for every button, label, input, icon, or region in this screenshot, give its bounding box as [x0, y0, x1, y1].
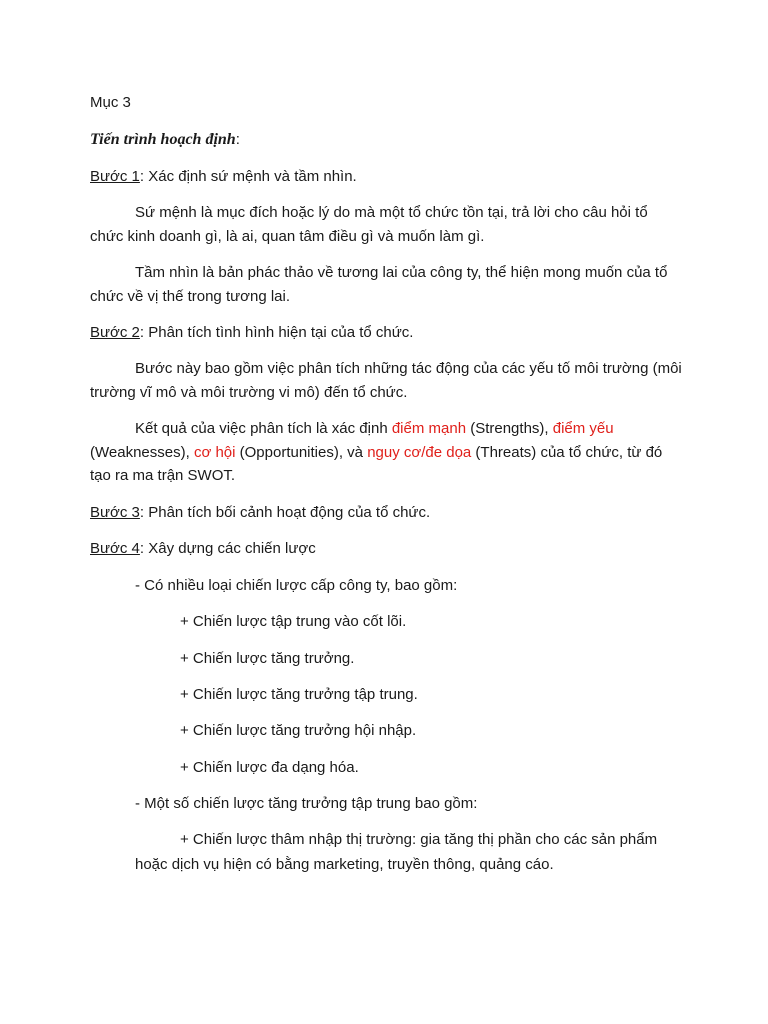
step4-label: Bước 4 — [90, 540, 140, 557]
strategy-list-item: + Chiến lược tăng trưởng. — [180, 650, 355, 667]
swot-strengths: điểm mạnh — [391, 420, 467, 437]
swot-opportunities: cơ hội — [193, 444, 236, 461]
step2-paragraph2-line2 — [90, 443, 662, 463]
swot-threats: nguy cơ/đe dọa — [367, 444, 472, 461]
step1-text: : Xác định sứ mệnh và tầm nhìn. — [139, 168, 357, 185]
step1-paragraph2-line1: Tầm nhìn là bản phác thảo về tương lai của công ty, thể hiện mong muốn của tổ — [135, 264, 668, 281]
step2-heading — [90, 323, 413, 343]
strategy-list-item: + Chiến lược tăng trưởng tập trung. — [180, 686, 418, 703]
step2-paragraph1-line2: trường vĩ mô và môi trường vi mô) đến tổ chức. — [90, 384, 408, 401]
step2-paragraph2-line3: tạo ra ma trận SWOT. — [90, 467, 236, 484]
step4-text: : Xây dựng các chiến lược — [139, 540, 316, 557]
strategy-list1-intro: - Có nhiều loại chiến lược cấp công ty, bao gồm: — [135, 577, 458, 594]
strategy-list-item: + Chiến lược đa dạng hóa. — [180, 759, 359, 776]
step2-text: : Phân tích tình hình hiện tại của tổ chức. — [139, 324, 414, 341]
swot-text-e: (Threats) của tổ chức, từ đó — [471, 444, 663, 461]
step2-paragraph2-line1 — [135, 419, 614, 439]
swot-weaknesses: điểm yếu — [552, 420, 614, 437]
step1-label: Bước 1 — [90, 168, 140, 185]
title-text: Tiến trình hoạch định — [90, 131, 236, 148]
step2-label: Bước 2 — [90, 324, 140, 341]
strategy-list2-item-line1: + Chiến lược thâm nhập thị trường: gia tăng thị phần cho các sản phẩm — [180, 831, 658, 848]
step3-heading — [90, 503, 430, 523]
strategy-list2-item-line2: hoặc dịch vụ hiện có bằng marketing, truyền thông, quảng cáo. — [135, 856, 554, 873]
swot-text-c: (Weaknesses), — [90, 444, 194, 461]
swot-text-b: (Strengths), — [466, 420, 553, 437]
step1-paragraph2-line2: chức về vị thế trong tương lai. — [90, 288, 291, 305]
step3-label: Bước 3 — [90, 504, 140, 521]
swot-text-d: (Opportunities), và — [235, 444, 368, 461]
section-heading: Mục 3 — [90, 94, 131, 111]
step3-text: : Phân tích bối cảnh hoạt động của tổ chức. — [139, 504, 431, 521]
step1-heading — [90, 167, 357, 187]
strategy-list2-intro: - Một số chiến lược tăng trưởng tập trung bao gồm: — [135, 795, 478, 812]
step4-heading — [90, 539, 316, 559]
title-colon: : — [235, 131, 240, 148]
swot-text-a: Kết quả của việc phân tích là xác định — [135, 420, 392, 437]
step1-paragraph1-line2: chức kinh doanh gì, là ai, quan tâm điều gì và muốn làm gì. — [90, 228, 485, 245]
strategy-list-item: + Chiến lược tăng trưởng hội nhập. — [180, 722, 417, 739]
step1-paragraph1-line1: Sứ mệnh là mục đích hoặc lý do mà một tổ chức tồn tại, trả lời cho câu hỏi tổ — [135, 204, 648, 221]
step2-paragraph1-line1: Bước này bao gồm việc phân tích những tác động của các yếu tố môi trường (môi — [135, 360, 682, 377]
section-title — [90, 130, 240, 150]
strategy-list-item: + Chiến lược tập trung vào cốt lõi. — [180, 613, 407, 630]
